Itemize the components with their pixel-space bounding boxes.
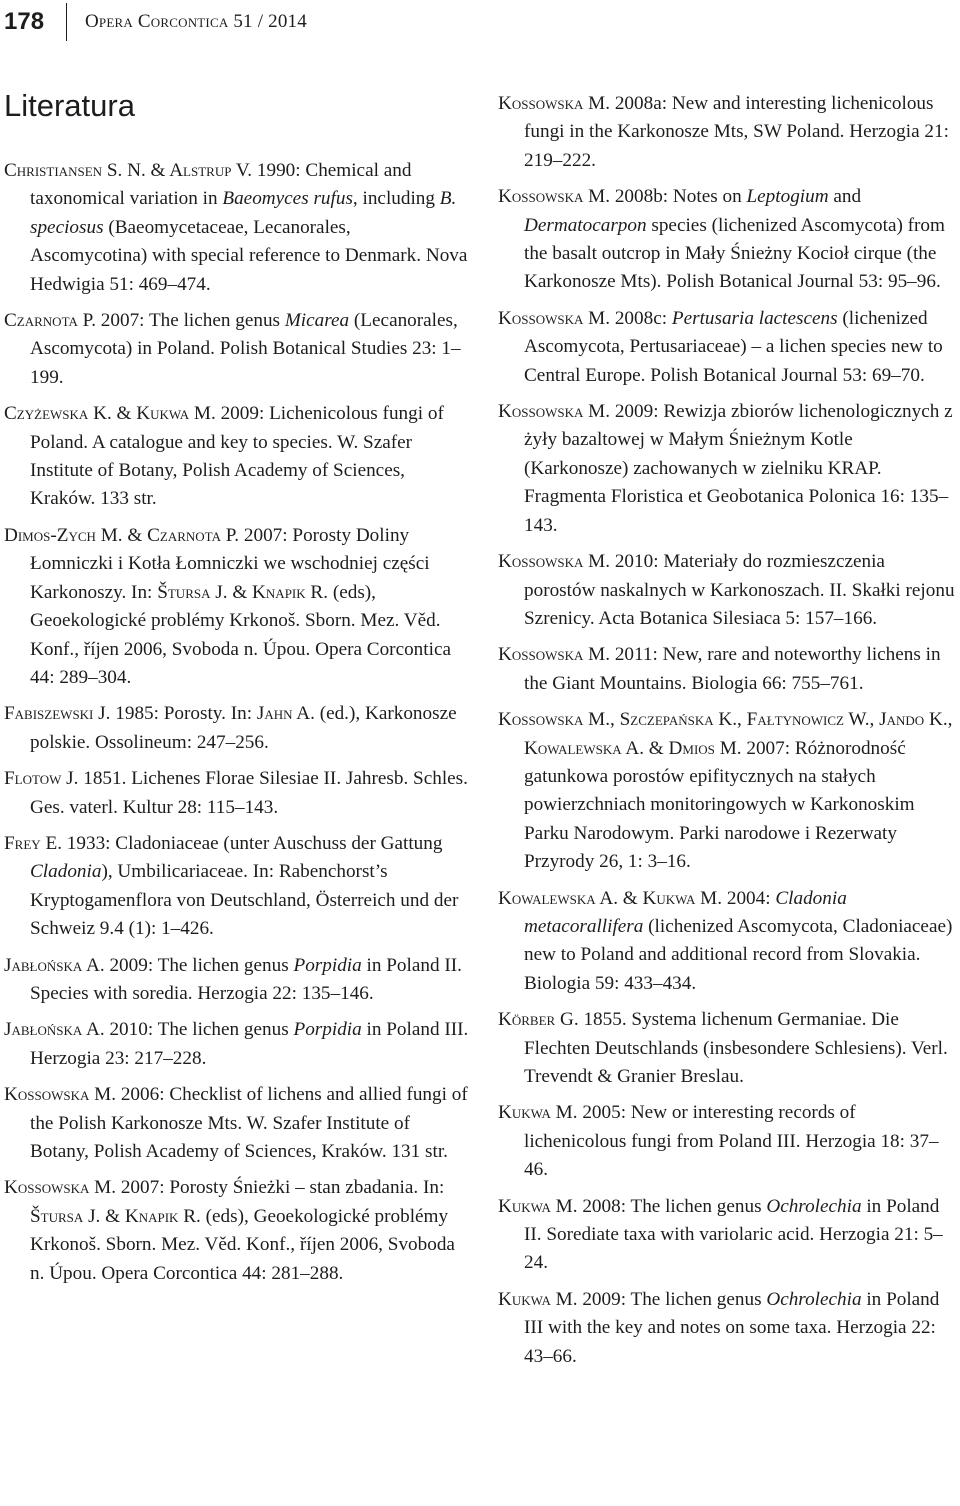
reference-text: (lichenized Ascomycota, Cladoniaceae) new to Poland and additional record from Slovakia. Biologia 59: 433–434. [524, 915, 953, 994]
reference-text: 2008: The lichen genus [577, 1195, 767, 1217]
reference-text: 2007: Porosty Śnieżki – stan zbadania. In: [116, 1177, 445, 1199]
reference-entry [498, 706, 958, 876]
reference-entry [498, 183, 958, 297]
reference-entry [498, 398, 958, 540]
reference-text: (ed.), Karkonosze polskie. Ossolineum: 247–256. [30, 703, 457, 753]
reference-taxon: Ochrolechia [766, 1195, 862, 1217]
reference-entry [4, 765, 470, 822]
reference-text: (Baeomycetaceae, Lecanorales, Ascomycotina) with special reference to Denmark. Nova Hedwigia 51: 469–474. [30, 216, 468, 295]
reference-taxon: Dermatocarpon [524, 214, 647, 236]
reference-taxon: Pertusaria lactescens [671, 307, 838, 329]
reference-text: 1990: Chemical and taxonomical variation in [30, 160, 412, 210]
reference-authors: Kossowska M. [4, 1177, 117, 1199]
reference-authors: Kossowska M. [498, 551, 611, 573]
reference-text: 2011: New, rare and noteworthy lichens in the Giant Mountains. Biologia 66: 755–761. [524, 644, 941, 694]
reference-authors: Kossowska M. [4, 1084, 117, 1106]
reference-entry [4, 522, 470, 692]
reference-entry [498, 90, 958, 175]
reference-text: (eds), Geoekologické problémy Krkonoš. Sborn. Mez. Věd. Konf., říjen 2006, Svoboda n. Úpou. Opera Corcontica 44: 281–288. [30, 1205, 455, 1284]
reference-authors: Jabłońska A. [4, 1019, 105, 1041]
reference-entry [498, 1286, 958, 1371]
reference-taxon: Baeomyces rufus [222, 188, 353, 210]
reference-text: in Poland II. Species with soredia. Herzogia 22: 135–146. [30, 954, 462, 1004]
reference-taxon: Porpidia [293, 1019, 362, 1041]
reference-entry [4, 157, 470, 299]
reference-text: 2008b: Notes on [610, 186, 747, 208]
reference-text: species (lichenized Ascomycota) from the basalt outcrop in Mały Śnieżny Kocioł cirque (the Karkonosze Mts). Polish Botanical Journal 53: 95–96. [524, 214, 945, 293]
reference-authors: Kossowska M. [498, 307, 611, 329]
reference-text: 2007: The lichen genus [96, 310, 285, 332]
reference-text: 2010: Materiały do rozmieszczenia porostów naskalnych w Karkonoszach. II. Skałki rejonu Szrenicy. Acta Botanica Silesiaca 5: 157–166. [524, 551, 955, 629]
page-number: 178 [4, 8, 45, 35]
reference-text: 2008c: [610, 307, 672, 329]
reference-taxon: Micarea [284, 310, 350, 332]
reference-authors: Czarnota P. [4, 310, 96, 332]
reference-entry [4, 1174, 470, 1288]
reference-authors: Kossowska M. [498, 93, 611, 114]
reference-authors: Kossowska M., Szczepańska K., Fałtynowicz W., Jando K., Kowalewska A. & Dmios M. [498, 709, 953, 759]
reference-text: 1985: Porosty. In: [110, 703, 257, 725]
reference-entry [498, 548, 958, 633]
reference-authors: Fabiszewski J. [4, 703, 111, 725]
references-left-column [4, 157, 470, 1296]
reference-authors: Kukwa M. [498, 1288, 578, 1310]
reference-text: (eds), Geoekologické problémy Krkonoš. Sborn. Mez. Věd. Konf., říjen 2006, Svoboda n. Úpou. Opera Corcontica 44: 289–304. [30, 581, 451, 688]
reference-text: 2006: Checklist of lichens and allied fungi of the Polish Karkonosze Mts. W. Szafer Institute of Botany, Polish Academy of Sciences, Kraków. 131 str. [30, 1084, 468, 1162]
reference-text: 2008a: New and interesting lichenicolous fungi in the Karkonosze Mts, SW Poland. Herzogia 21: 219–222. [524, 93, 949, 171]
reference-entry [498, 305, 958, 390]
reference-entry [498, 1099, 958, 1184]
page-header [0, 0, 307, 44]
reference-text: in Poland III. Herzogia 23: 217–228. [30, 1019, 469, 1069]
reference-text: and [828, 186, 862, 208]
reference-text: 2007: Różnorodność gatunkowa porostów epifitycznych na stałych powierzchniach monitoringowych w Karkonoskim Parku Narodowym. Parki narodowe i Rezerwaty Przyrody 26, 1: 3–16. [524, 737, 915, 873]
reference-authors: Flotow J. [4, 768, 79, 790]
reference-authors: Frey E. [4, 832, 62, 854]
reference-entry [4, 830, 470, 944]
reference-taxon: Cladonia metacorallifera [524, 887, 847, 937]
reference-text: 2009: Rewizja zbiorów lichenologicznych z żyły bazaltowej w Małym Śnieżnym Kotle (Karkonosze) zachowanych w zielniku KRAP. Fragmenta Floristica et Geobotanica Polonica 16: 135–143. [524, 401, 953, 536]
reference-taxon: Porpidia [293, 954, 362, 976]
reference-authors: Kowalewska A. & Kukwa M. [498, 887, 723, 909]
reference-taxon: Leptogium [746, 186, 829, 208]
reference-entry [4, 952, 470, 1009]
reference-text: (lichenized Ascomycota, Pertusariaceae) – a lichen species new to Central Europe. Polish Botanical Journal 53: 69–70. [524, 307, 943, 386]
reference-text: , including [352, 188, 440, 210]
reference-entry [4, 1016, 470, 1073]
reference-text: 2009: The lichen genus [104, 954, 294, 976]
reference-text: in Poland II. Sorediate taxa with variolaric acid. Herzogia 21: 5–24. [524, 1195, 943, 1274]
references-right-column [498, 90, 958, 1379]
reference-entry [4, 400, 470, 514]
reference-entry [498, 641, 958, 698]
reference-authors: Christiansen S. N. & Alstrup V. [4, 160, 253, 181]
reference-authors: Dimos-Zych M. & Czarnota P. [4, 524, 240, 546]
reference-text: 2010: The lichen genus [104, 1019, 294, 1041]
reference-taxon: B. speciosus [30, 188, 457, 238]
reference-text: 2009: Lichenicolous fungi of Poland. A catalogue and key to species. W. Szafer Institute of Botany, Polish Academy of Sciences, Kraków. 133 str. [30, 403, 444, 510]
reference-authors: Kossowska M. [498, 186, 611, 208]
reference-taxon: Cladonia [30, 861, 102, 883]
header-divider [66, 3, 67, 41]
reference-text: 2004: [722, 887, 776, 909]
journal-title: Opera Corcontica 51 / 2014 [85, 11, 307, 32]
reference-text: (Lecanorales, Ascomycota) in Poland. Polish Botanical Studies 23: 1–199. [30, 310, 461, 388]
reference-taxon: Ochrolechia [766, 1288, 862, 1310]
reference-text: ), Umbilicariaceae. In: Rabenchorst’s Kryptogamenflora von Deutschland, Österreich und der Schweiz 9.4 (1): 1–426. [30, 861, 459, 940]
reference-text: 2007: Porosty Doliny Łomniczki i Kotła Łomniczki we wschodniej części Karkonoszy. In: [30, 524, 430, 603]
reference-text: 1933: Cladoniaceae (unter Auschuss der Gattung [62, 832, 443, 854]
reference-entry [498, 885, 958, 999]
section-heading: Literatura [4, 88, 135, 123]
reference-authors: Kossowska M. [498, 401, 611, 423]
reference-authors: Czyżewska K. & Kukwa M. [4, 403, 216, 425]
reference-entry [4, 1081, 470, 1166]
reference-text: 2005: New or interesting records of lichenicolous fungi from Poland III. Herzogia 18: 37–46. [524, 1102, 939, 1181]
reference-text: 1851. Lichenes Florae Silesiae II. Jahresb. Schles. Ges. vaterl. Kultur 28: 115–143. [30, 768, 468, 818]
reference-authors: Körber G. [498, 1009, 579, 1031]
reference-authors: Jabłońska A. [4, 954, 105, 976]
reference-text: in Poland III with the key and notes on some taxa. Herzogia 22: 43–66. [524, 1288, 940, 1367]
reference-text: 2009: The lichen genus [577, 1288, 767, 1310]
reference-entry [4, 307, 470, 392]
reference-authors: Kukwa M. [498, 1102, 578, 1124]
reference-authors: Štursa J. & Knapik R. [157, 581, 329, 603]
reference-authors: Kossowska M. [498, 644, 611, 666]
reference-entry [4, 700, 470, 757]
reference-entry [498, 1193, 958, 1278]
reference-authors: Kukwa M. [498, 1195, 578, 1217]
reference-text: 1855. Systema lichenum Germaniae. Die Flechten Deutschlands (insbesondere Schlesiens). Verl. Trevendt & Granier Breslau. [524, 1009, 948, 1087]
reference-authors: Jahn A. [256, 703, 315, 725]
reference-authors: Štursa J. & Knapik R. [30, 1205, 201, 1227]
reference-entry [498, 1006, 958, 1091]
